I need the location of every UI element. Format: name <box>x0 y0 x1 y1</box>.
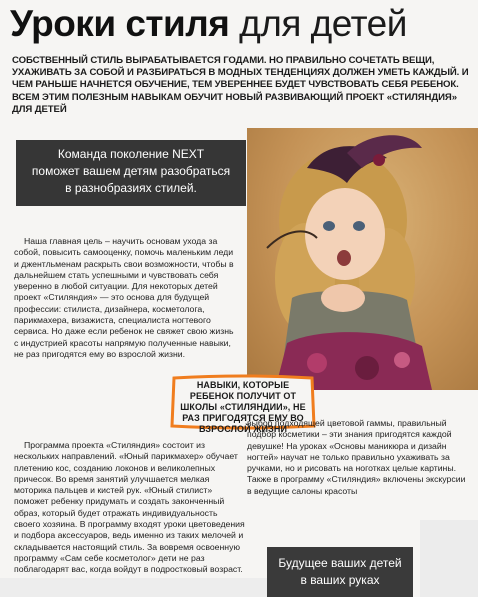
promo-overlay-bottom <box>267 547 413 597</box>
promo-top-line1: Команда поколение NEXT <box>57 147 205 161</box>
girl-photo <box>247 128 478 390</box>
body-paragraph-1: Наша главная цель – научить основам ухода за собой, повысить самооценку, помочь маленьким леди и джентльменам раскрыть свои возможности, чтобы в дальнейшем стать успешными и чувствовать себя уверенно в любой ситуации. Для некоторых детей проект «Стиляндия» — это основа для будущей профессии: стилиста, дизайнера, косметолога, парикмахера, визажиста, специалиста ногтевого сервиса. Но даже если ребенок не свяжет свою жизнь с индустрией красоты напрямую полученные навыки, не раз пригодятся ему во взрослой жизни. <box>14 236 234 359</box>
face-shape <box>305 188 385 280</box>
body-column-1 <box>14 236 234 360</box>
promo-top-line3: в разнобразиях стилей. <box>65 181 197 195</box>
article-title <box>10 2 407 46</box>
hands <box>321 284 365 312</box>
body-paragraph-right: выбор подходящей цветовой гаммы, правильный подбор косметики – эти знания пригодятся каждой девушке! На уроках «Основы маникюра и дизайн ногтей» научат не только правильно ухаживать за ручками, но и рисовать на ноготках целые картины. Также в программу «Стиляндия» включены экскурсии в ведущие салоны красоты <box>247 418 466 496</box>
promo-top-line2: поможет вашем детям разобраться <box>31 164 231 178</box>
left-eye <box>323 221 335 231</box>
body-column-right <box>247 418 469 497</box>
right-eye <box>353 221 365 231</box>
girl-illustration <box>247 128 478 390</box>
promo-overlay-top <box>16 140 246 206</box>
article-lead: СОБСТВЕННЫЙ СТИЛЬ ВЫРАБАТЫВАЕТСЯ ГОДАМИ. НО ПРАВИЛЬНО СОЧЕТАТЬ ВЕЩИ, УХАЖИВАТЬ ЗА СОБОЙ И РАЗБИРАТЬСЯ В МОДНЫХ ТЕНДЕНЦИЯХ ДОЛЖЕН УМЕТЬ КАЖДЫЙ. И ЧЕМ РАНЬШЕ НАЧНЕТСЯ ОБУЧЕНИЕ, ТЕМ УВЕРЕННЕЕ БУДЕТ ЧУВСТВОВАТЬ СЕБЯ РЕБЕНОК. ВСЕМ ЭТИМ ПОЛЕЗНЫМ НАВЫКАМ ОБУЧИТ НОВЫЙ РАЗВИВАЮЩИЙ ПРОЕКТ «СТИЛЯНДИЯ» ДЛЯ ДЕТЕЙ <box>12 55 469 115</box>
article-title-bold: Уроки стиля <box>10 3 230 44</box>
article-title-light: для детей <box>239 3 407 44</box>
faded-corner <box>420 520 478 597</box>
promo-bottom-line2: в ваших руках <box>300 573 380 587</box>
body-paragraph-2: Программа проекта «Стиляндия» состоит из нескольких направлений. «Юный парикмахер» обучает плетению кос, созданию локонов и великолепных причесок. Во время занятий улучшается мелкая моторика пальцев и кистей рук. «Юный стилист» поможет ребенку придумать и создать законченный образ, который будет отражать индивидуальность своего хозяина. В программу входят уроки цветоведения и подбора аксессуаров, ведь именно из таких мелочей и складывается настоящий стиль. За вовремя освоенную программу «Сам себе косметолог» дети не раз поблагодарят вас, когда войдут в подростковый возраст. <box>14 440 245 575</box>
promo-bottom-line1: Будущее ваших детей <box>278 556 402 570</box>
mouth <box>337 250 351 266</box>
body-column-2 <box>14 440 246 597</box>
faded-bottom-strip <box>0 578 267 597</box>
callout-text: НАВЫКИ, КОТОРЫЕ РЕБЕНОК ПОЛУЧИТ ОТ ШКОЛЫ «СТИЛЯНДИИ», НЕ РАЗ ПРИГОДЯТСЯ ЕМУ ВО ВЗРОСЛОЙ ЖИЗНИ <box>180 380 306 434</box>
